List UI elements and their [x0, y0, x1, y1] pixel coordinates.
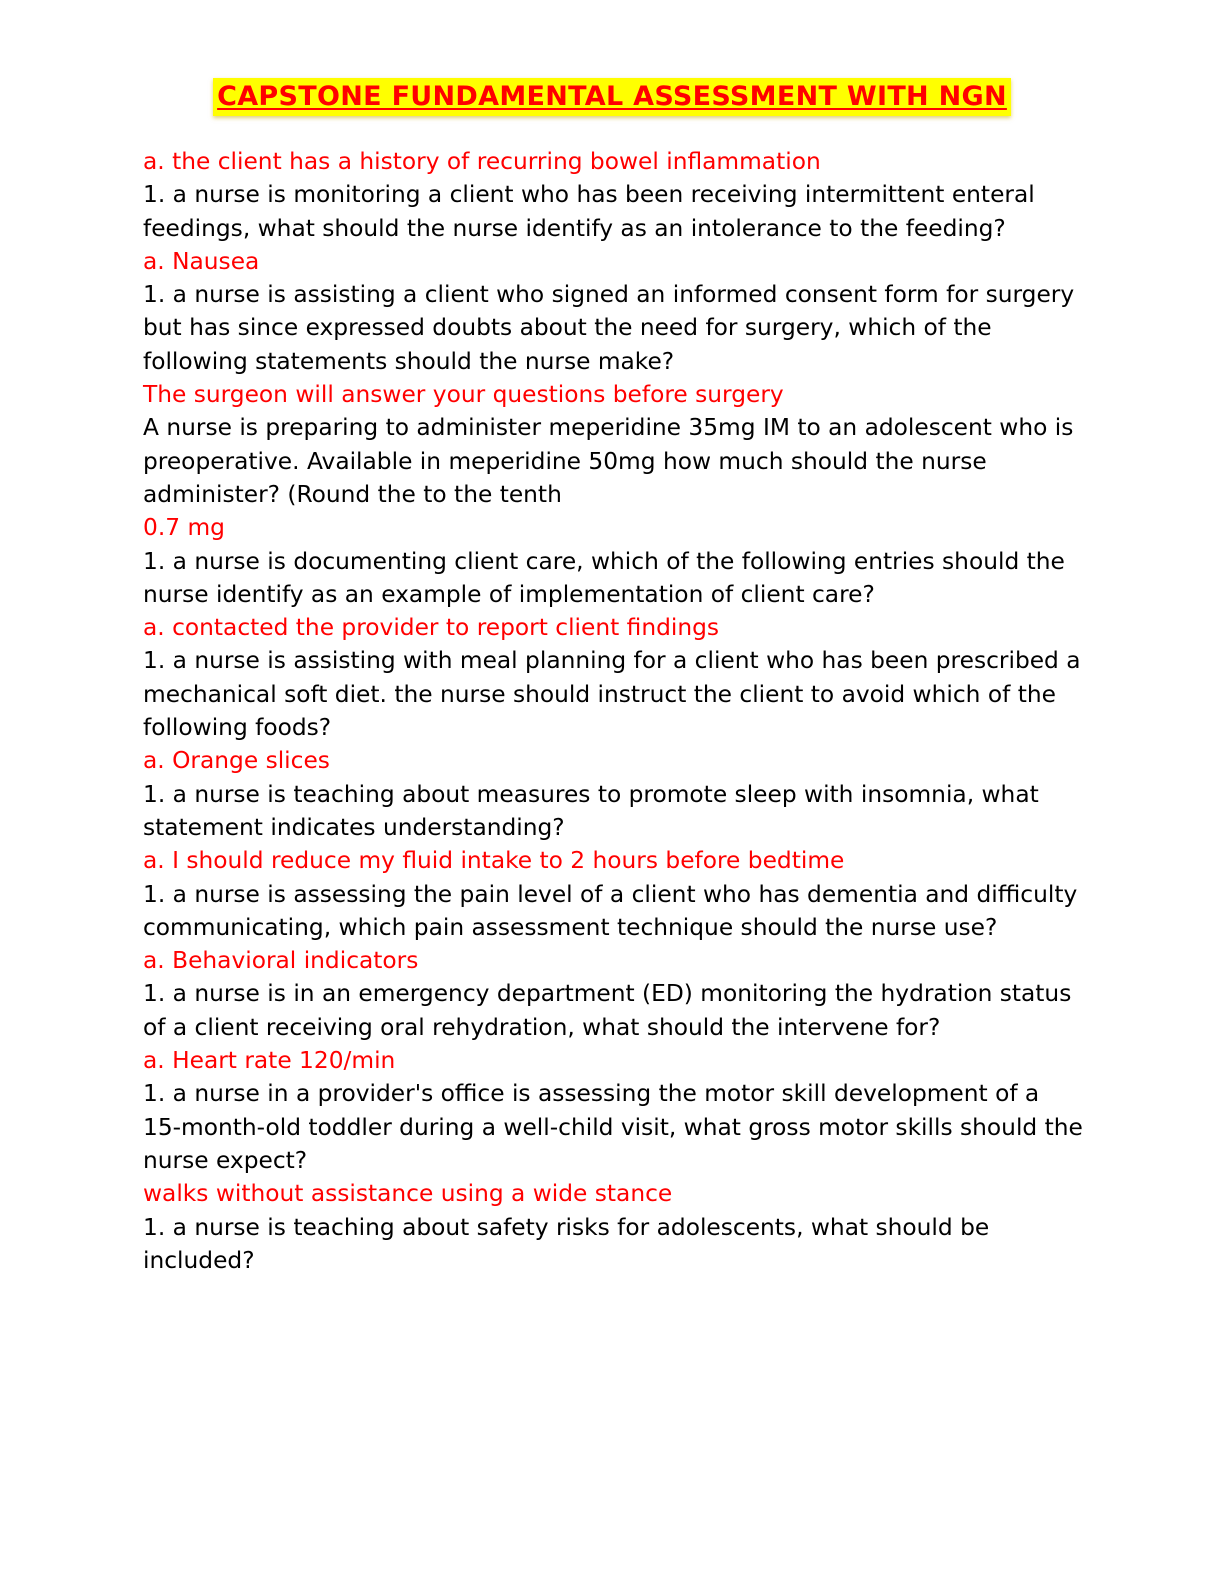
- question-text: 1. a nurse in a provider's office is assessing the motor skill development of a 15-month-old toddler during a well-child visit, what gross motor skills should the nurse expect?: [143, 1080, 1091, 1174]
- answer-text: walks without assistance using a wide stance: [143, 1180, 673, 1208]
- answer-text: 0.7 mg: [143, 514, 225, 542]
- question-text: 1. a nurse is monitoring a client who has been receiving intermittent enteral feedings, what should the nurse identify as an intolerance to the feeding?: [143, 181, 1043, 242]
- answer-text: a. Heart rate 120/min: [143, 1047, 396, 1075]
- question-text: 1. a nurse is teaching about measures to promote sleep with insomnia, what statement indicates understanding?: [143, 780, 1047, 841]
- answer-text: The surgeon will answer your questions before surgery: [143, 381, 784, 409]
- answer-text: a. Orange slices: [143, 747, 330, 775]
- answer-text: a. I should reduce my fluid intake to 2 hours before bedtime: [143, 847, 845, 875]
- question-text: 1. a nurse is teaching about safety risks for adolescents, what should be included?: [143, 1213, 997, 1274]
- question-text: 1. a nurse is documenting client care, which of the following entries should the nurse identify as an example of implementation of client care?: [143, 547, 1073, 608]
- document-title: CAPSTONE FUNDAMENTAL ASSESSMENT WITH NGN: [213, 78, 1011, 116]
- title-container: [0, 78, 1224, 116]
- question-text: 1. a nurse is assisting with meal planning for a client who has been prescribed a mechanical soft diet. the nurse should instruct the client to avoid which of the following foods?: [143, 647, 1088, 742]
- question-text: 1. a nurse is assessing the pain level of a client who has dementia and difficulty communicating, which pain assessment technique should the nurse use?: [143, 880, 1085, 941]
- answer-text: a. contacted the provider to report client findings: [143, 614, 720, 642]
- answer-text: a. Behavioral indicators: [143, 947, 419, 975]
- answer-text: a. the client has a history of recurring bowel inflammation: [143, 148, 821, 175]
- question-text: 1. a nurse is in an emergency department (ED) monitoring the hydration status of a client receiving oral rehydration, what should the intervene for?: [143, 980, 1079, 1041]
- answer-text: a. Nausea: [143, 247, 260, 275]
- question-text: 1. a nurse is assisting a client who signed an informed consent form for surgery but has since expressed doubts about the need for surgery, which of the following statements should the nurse make?: [143, 281, 1082, 375]
- qa-list: [143, 145, 1091, 1277]
- question-text: A nurse is preparing to administer meperidine 35mg IM to an adolescent who is preoperative. Available in meperidine 50mg how much should the nurse administer? (Round the to the tenth: [143, 414, 1081, 508]
